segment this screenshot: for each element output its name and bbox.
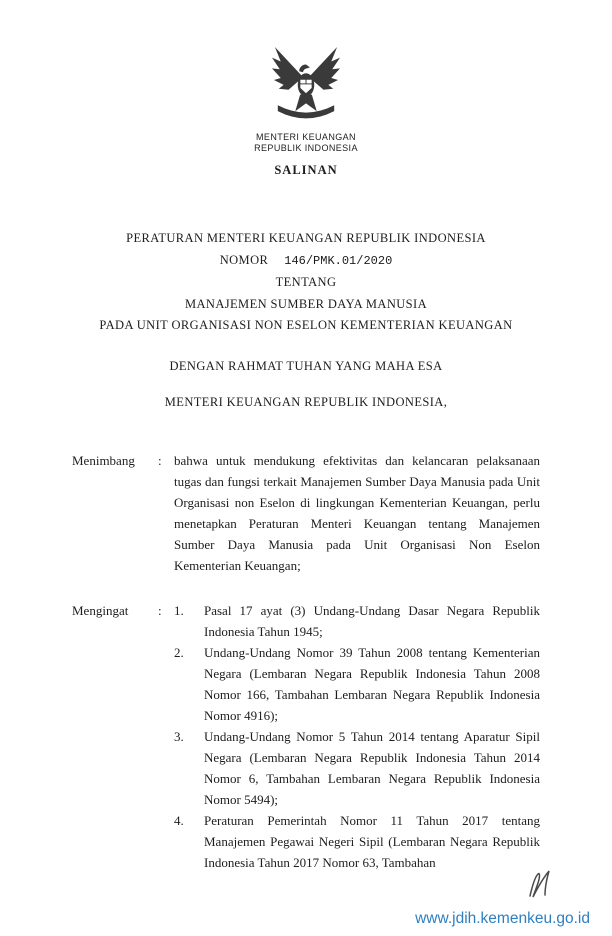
garuda-emblem-icon bbox=[271, 38, 341, 127]
list-item bbox=[174, 642, 540, 726]
list-item bbox=[174, 726, 540, 810]
mengingat-label: Mengingat bbox=[72, 602, 129, 618]
list-item-number: 1. bbox=[174, 602, 184, 618]
menimbang-text: bahwa untuk mendukung efektivitas dan kelancaran pelaksanaan tugas dan fungsi terkait Manajemen Sumber Daya Manusia pada Unit Organisasi non Eselon di lingkungan Kementerian Keuangan, perlu menetapkan Peraturan Menteri Keuangan tentang Manajemen Sumber Daya Manusia pada Unit Organisasi Non Eselon Kementerian Keuangan; bbox=[174, 452, 540, 573]
list-item-number: 2. bbox=[174, 644, 184, 660]
handwritten-paraf-mark bbox=[528, 869, 554, 904]
subject-line-1: MANAJEMEN SUMBER DAYA MANUSIA bbox=[184, 296, 428, 311]
jdih-watermark-link[interactable]: www.jdih.kemenkeu.go.id bbox=[415, 910, 590, 927]
mengingat-colon: : bbox=[158, 602, 162, 618]
regulation-title: PERATURAN MENTERI KEUANGAN REPUBLIK INDONESIA bbox=[126, 231, 486, 245]
subject-line-2: PADA UNIT ORGANISASI NON ESELON KEMENTERIAN KEUANGAN bbox=[99, 318, 513, 332]
mengingat-list bbox=[174, 600, 540, 873]
list-item-text: Undang-Undang Nomor 39 Tahun 2008 tentang Kementerian Negara (Lembaran Negara Republik Indonesia Tahun 2008 Nomor 166, Tambahan Lembaran Negara Republik Indonesia Nomor 4916); bbox=[204, 644, 540, 723]
nomor-label: NOMOR bbox=[219, 252, 269, 267]
menimbang-clause bbox=[72, 450, 540, 576]
list-item-text: Pasal 17 ayat (3) Undang-Undang Dasar Negara Republik Indonesia Tahun 1945; bbox=[204, 602, 540, 639]
issuer-line: MENTERI KEUANGAN REPUBLIK INDONESIA, bbox=[164, 394, 448, 409]
mengingat-clause bbox=[72, 600, 540, 873]
list-item bbox=[174, 810, 540, 873]
grace-line: DENGAN RAHMAT TUHAN YANG MAHA ESA bbox=[169, 358, 443, 373]
letterhead bbox=[72, 38, 540, 178]
regulation-number-line bbox=[72, 250, 540, 273]
list-item bbox=[174, 600, 540, 642]
list-item-text: Peraturan Pemerintah Nomor 11 Tahun 2017 tentang Manajemen Pegawai Negeri Sipil (Lembaran Negara Republik Indonesia Tahun 2017 Nomor 63, Tambahan bbox=[204, 812, 540, 870]
tentang-label: TENTANG bbox=[275, 275, 337, 289]
ministry-country: REPUBLIK INDONESIA bbox=[254, 143, 358, 153]
nomor-value: 146/PMK.01/2020 bbox=[284, 253, 393, 268]
menimbang-colon: : bbox=[158, 452, 162, 468]
list-item-number: 4. bbox=[174, 812, 184, 828]
list-item-number: 3. bbox=[174, 728, 184, 744]
salinan-label: SALINAN bbox=[274, 163, 338, 177]
regulation-title-block bbox=[72, 228, 540, 337]
ministry-name: MENTERI KEUANGAN bbox=[256, 132, 356, 142]
menimbang-label: Menimbang bbox=[72, 452, 135, 468]
list-item-text: Undang-Undang Nomor 5 Tahun 2014 tentang Aparatur Sipil Negara (Lembaran Negara Republik Indonesia Tahun 2014 Nomor 6, Tambahan Lembaran Negara Republik Indonesia Nomor 5494); bbox=[204, 728, 540, 807]
